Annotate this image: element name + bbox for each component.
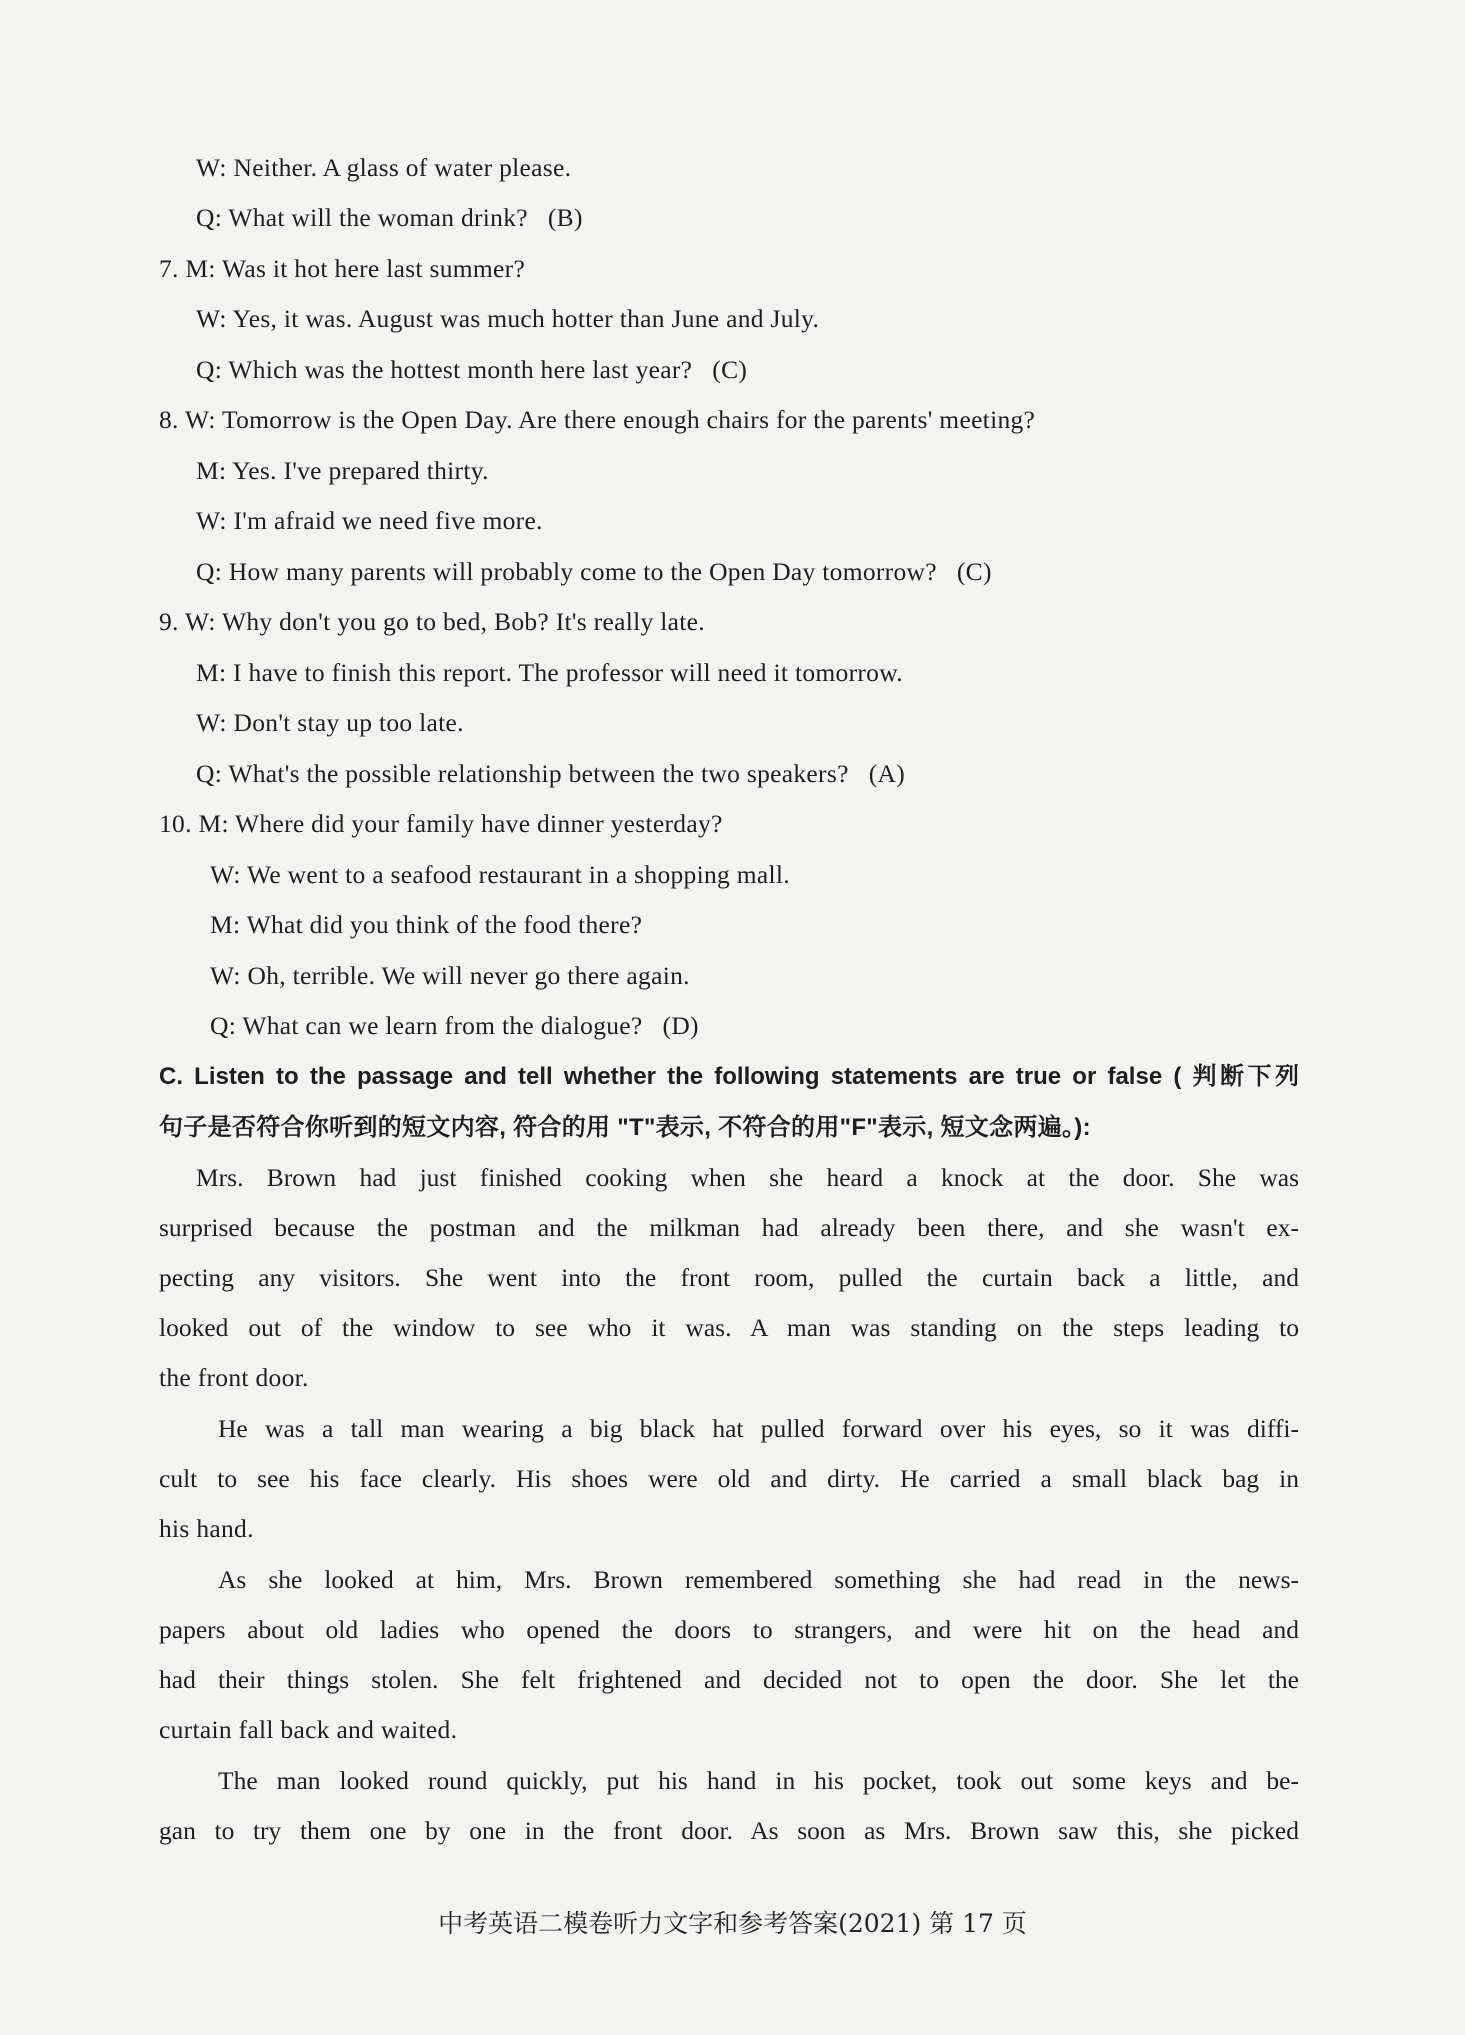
answer: (C) (956, 557, 992, 586)
section-c-heading-cont: 句子是否符合你听到的短文内容, 符合的用 "T"表示, 不符合的用"F"表示, 短文念两遍。): (159, 1114, 1091, 1141)
passage-line: the front door. (159, 1363, 309, 1392)
dialogue-line: M: What did you think of the food there? (210, 910, 643, 939)
question-line: Q: What can we learn from the dialogue? (D) (210, 1011, 699, 1040)
passage-line: He was a tall man wearing a big black hat pulled forward over his eyes, so it was diffi- (218, 1414, 1299, 1443)
section-c-heading: C. Listen to the passage and tell whether the following statements are true or false ( 判断下列 (159, 1063, 1299, 1090)
dialogue-line: W: I'm afraid we need five more. (196, 506, 543, 535)
dialogue-line: W: We went to a seafood restaurant in a shopping mall. (210, 860, 790, 889)
passage-line: his hand. (159, 1514, 254, 1543)
dialogue-line: M: I have to finish this report. The professor will need it tomorrow. (196, 658, 903, 687)
passage-line: had their things stolen. She felt frightened and decided not to open the door. She let the (159, 1665, 1299, 1694)
item-10: 10. M: Where did your family have dinner yesterday? (159, 809, 723, 838)
dialogue-line: W: Yes, it was. August was much hotter than June and July. (196, 304, 820, 333)
passage-line: The man looked round quickly, put his hand in his pocket, took out some keys and be- (218, 1766, 1299, 1795)
passage-line: papers about old ladies who opened the doors to strangers, and were hit on the head and (159, 1615, 1299, 1644)
passage-line: gan to try them one by one in the front door. As soon as Mrs. Brown saw this, she picked (159, 1816, 1299, 1845)
passage-line: Mrs. Brown had just finished cooking when she heard a knock at the door. She was (196, 1163, 1299, 1192)
item-7: 7. M: Was it hot here last summer? (159, 254, 526, 283)
passage-line: pecting any visitors. She went into the front room, pulled the curtain back a little, and (159, 1263, 1299, 1292)
dialogue-line: W: Oh, terrible. We will never go there again. (210, 961, 690, 990)
passage-line: looked out of the window to see who it was. A man was standing on the steps leading to (159, 1313, 1299, 1342)
passage-line: cult to see his face clearly. His shoes were old and dirty. He carried a small black bag in (159, 1464, 1299, 1493)
question-line: Q: How many parents will probably come to the Open Day tomorrow? (C) (196, 557, 992, 586)
answer: (B) (547, 203, 583, 232)
passage-line: As she looked at him, Mrs. Brown remembered something she had read in the news- (218, 1565, 1299, 1594)
dialogue-line: W: Neither. A glass of water please. (196, 153, 572, 182)
question-line: Q: What's the possible relationship between the two speakers? (A) (196, 759, 906, 788)
item-9: 9. W: Why don't you go to bed, Bob? It's really late. (159, 607, 705, 636)
passage-line: surprised because the postman and the milkman had already been there, and she wasn't ex- (159, 1213, 1299, 1242)
answer: (D) (662, 1011, 699, 1040)
question-line: Q: Which was the hottest month here last year? (C) (196, 355, 748, 384)
answer: (A) (868, 759, 906, 788)
item-8: 8. W: Tomorrow is the Open Day. Are there enough chairs for the parents' meeting? (159, 405, 1036, 434)
passage-line: curtain fall back and waited. (159, 1715, 458, 1744)
question-line: Q: What will the woman drink? (B) (196, 203, 583, 232)
dialogue-line: M: Yes. I've prepared thirty. (196, 456, 489, 485)
page-footer: 中考英语二模卷听力文字和参考答案(2021) 第 17 页 (438, 1909, 1027, 1938)
answer: (C) (712, 355, 748, 384)
dialogue-line: W: Don't stay up too late. (196, 708, 464, 737)
